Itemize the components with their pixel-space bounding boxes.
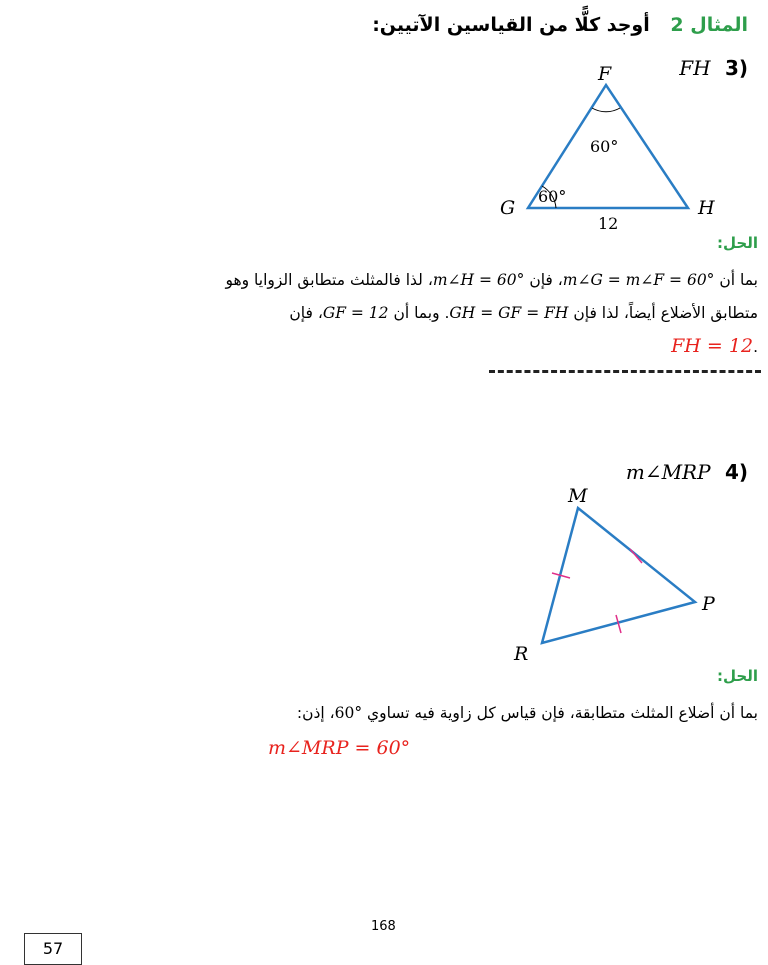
section-divider bbox=[489, 370, 761, 373]
solution-3-answer: FH = 12 bbox=[671, 335, 754, 357]
angle-f-arc bbox=[592, 108, 620, 112]
solution-3-line-1: بما أن m∠G = m∠F = 60°، فإن m∠H = 60°، لذا فالمثلث متطابق الزوايا وهو bbox=[225, 271, 758, 289]
angle-f-value: 60° bbox=[590, 137, 619, 156]
triangle-fgh-figure bbox=[490, 60, 730, 235]
problem-4-number: (4 bbox=[724, 460, 748, 484]
vertex-h-label: H bbox=[698, 197, 715, 219]
solution-4-answer: m∠MRP = 60° bbox=[268, 737, 411, 759]
page-number: 168 bbox=[371, 919, 396, 934]
problem-4-expression: m∠MRP bbox=[625, 460, 711, 484]
solution-3-line-3: .FH = 12 bbox=[671, 335, 758, 357]
example-heading bbox=[268, 14, 748, 36]
vertex-f-label: F bbox=[598, 63, 612, 85]
vertex-m-label: M bbox=[568, 485, 588, 507]
solution-3-paragraph bbox=[10, 264, 758, 364]
vertex-p-label: P bbox=[702, 593, 715, 615]
solution-4-paragraph: بما أن أضلاع المثلث متطابقة، فإن قياس كل زاوية فيه تساوي 60°، إذن: bbox=[296, 704, 758, 722]
tick-mark-mp bbox=[630, 549, 642, 563]
problem-3-number: (3 bbox=[724, 56, 748, 80]
example-label: المثال 2 bbox=[670, 14, 748, 36]
side-gh-length: 12 bbox=[598, 214, 619, 233]
solution-3-label: الحل: bbox=[717, 234, 758, 252]
solution-3-line-2: متطابق الأضلاع أيضاً، لذا فإن GH = GF = FH. وبما أن GF = 12، فإن bbox=[289, 304, 758, 322]
box-number: 57 bbox=[24, 933, 82, 965]
problem-3-expression: FH bbox=[679, 56, 711, 80]
vertex-r-label: R bbox=[514, 643, 529, 665]
solution-4-label: الحل: bbox=[717, 667, 758, 685]
angle-g-value: 60° bbox=[538, 187, 567, 206]
example-instruction: أوجد كلًّا من القياسين الآتيين: bbox=[372, 14, 650, 36]
triangle-mrp-figure bbox=[500, 480, 740, 670]
vertex-g-label: G bbox=[500, 197, 516, 219]
